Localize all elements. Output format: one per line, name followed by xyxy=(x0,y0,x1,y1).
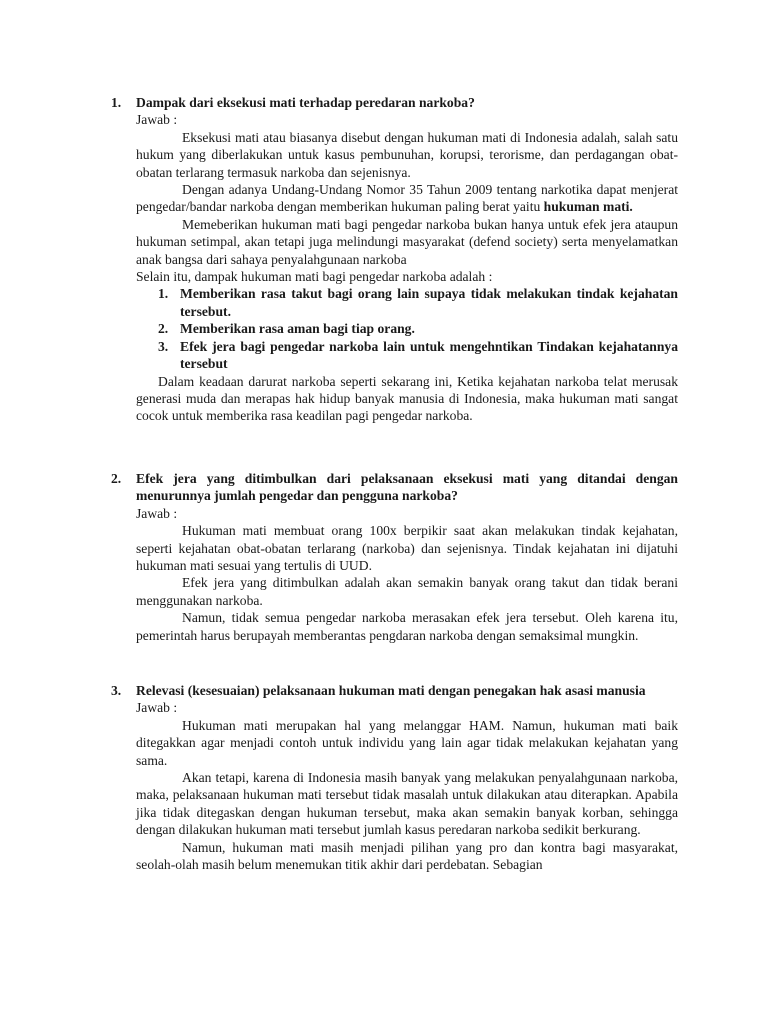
question-1-section xyxy=(0,94,768,425)
q3-paragraph-1: Hukuman mati merupakan hal yang melanggar HAM. Namun, hukuman mati baik ditegakkan agar menjadi contoh untuk individu yang lain agar tidak melakukan kejahatan yang sama. xyxy=(136,717,678,768)
q1-paragraph-2-bold: hukuman mati. xyxy=(543,199,633,215)
question-2 xyxy=(0,470,768,505)
list-item: 1. Memberikan rasa takut bagi orang lain supaya tidak melakukan tindak kejahatan tersebut. xyxy=(158,286,678,319)
q1-paragraph-3: Memeberikan hukuman mati bagi pengedar narkoba bukan hanya untuk efek jera ataupun hukuman setimpal, akan tetapi juga melindungi masyarakat (defend society) serta menyelamatkan anak bangsa dari sahaya penyalahgunaan narkoba xyxy=(136,216,678,267)
q1-impact-list xyxy=(0,285,768,372)
question-1-number: 1. xyxy=(111,95,122,110)
question-3-section xyxy=(0,682,768,873)
q2-paragraph-1: Hukuman mati membuat orang 100x berpikir saat akan melakukan tindak kejahatan, seperti kejahatan obat-obatan terlarang (narkoba) dan sejenisnya. Tindak kejahatan ini dijatuhi hukuman mati sesuai yang tertulis di UUD. xyxy=(136,523,678,574)
q3-paragraph-3: Namun, hukuman mati masih menjadi pilihan yang pro dan kontra bagi masyarakat, seolah-olah masih belum menemukan titik akhir dari perdebatan. Sebagian xyxy=(136,839,678,873)
q1-paragraph-1: Eksekusi mati atau biasanya disebut dengan hukuman mati di Indonesia adalah, salah satu hukum yang diberlakukan untuk kasus pembunuhan, korupsi, terorisme, dan perdagangan obat-obatan terlarang termasuk narkoba dan sejenisnya. xyxy=(136,129,678,180)
question-1-text: Dampak dari eksekusi mati terhadap peredaran narkoba? xyxy=(136,95,475,110)
answer-label: Jawab : xyxy=(136,112,178,128)
q2-paragraph-3: Namun, tidak semua pengedar narkoba merasakan efek jera tersebut. Oleh karena itu, pemerintah harus berupayah memberantas pengdaran narkoba dengan semaksimal mungkin. xyxy=(136,610,678,643)
answer-label: Jawab : xyxy=(136,505,178,521)
q2-paragraph-2: Efek jera yang ditimbulkan adalah akan semakin banyak orang takut dan tidak berani menggunakan narkoba. xyxy=(136,575,678,608)
answer-label: Jawab : xyxy=(136,700,178,716)
question-2-number: 2. xyxy=(111,471,122,486)
q1-paragraph-2: Dengan adanya Undang-Undang Nomor 35 Tahun 2009 tentang narkotika dapat menjerat pengedar/bandar narkoba dengan memberikan hukuman paling berat yaitu hukuman mati. xyxy=(136,182,678,215)
question-2-text: Efek jera yang ditimbulkan dari pelaksanaan eksekusi mati yang ditandai dengan menurunnya jumlah pengedar dan pengguna narkoba? xyxy=(136,471,678,504)
question-3 xyxy=(0,682,768,699)
question-3-text: Relevasi (kesesuaian) pelaksanaan hukuman mati dengan penegakan hak asasi manusia xyxy=(136,683,646,698)
question-1 xyxy=(0,94,768,111)
q1-paragraph-5: Dalam keadaan darurat narkoba seperti sekarang ini, Ketika kejahatan narkoba telat merusak generasi muda dan merapas hak hidup banyak manusia di Indonesia, maka hukuman mati sangat cocok untuk memberika rasa keadilan pagi pengedar narkoba. xyxy=(136,373,678,424)
q1-paragraph-4: Selain itu, dampak hukuman mati bagi pengedar narkoba adalah : xyxy=(136,269,493,285)
list-item: 2. Memberikan rasa aman bagi tiap orang. xyxy=(158,321,415,337)
q3-paragraph-2: Akan tetapi, karena di Indonesia masih banyak yang melakukan penyalahgunaan narkoba, maka, pelaksanaan hukuman mati tersebut tidak masalah untuk dilakukan atau diterapkan. Apabila jika tidak ditegaskan dengan hukuman tersebut, maka akan semakin banyak korban, sehingga dengan dilakukan hukuman mati tersebut jumlah kasus peredaran narkoba sedikit berkurang. xyxy=(136,770,678,838)
question-3-number: 3. xyxy=(111,683,122,698)
question-2-section xyxy=(0,470,768,644)
list-item: 3. Efek jera bagi pengedar narkoba lain untuk mengehntikan Tindakan kejahatannya tersebut xyxy=(158,338,678,372)
